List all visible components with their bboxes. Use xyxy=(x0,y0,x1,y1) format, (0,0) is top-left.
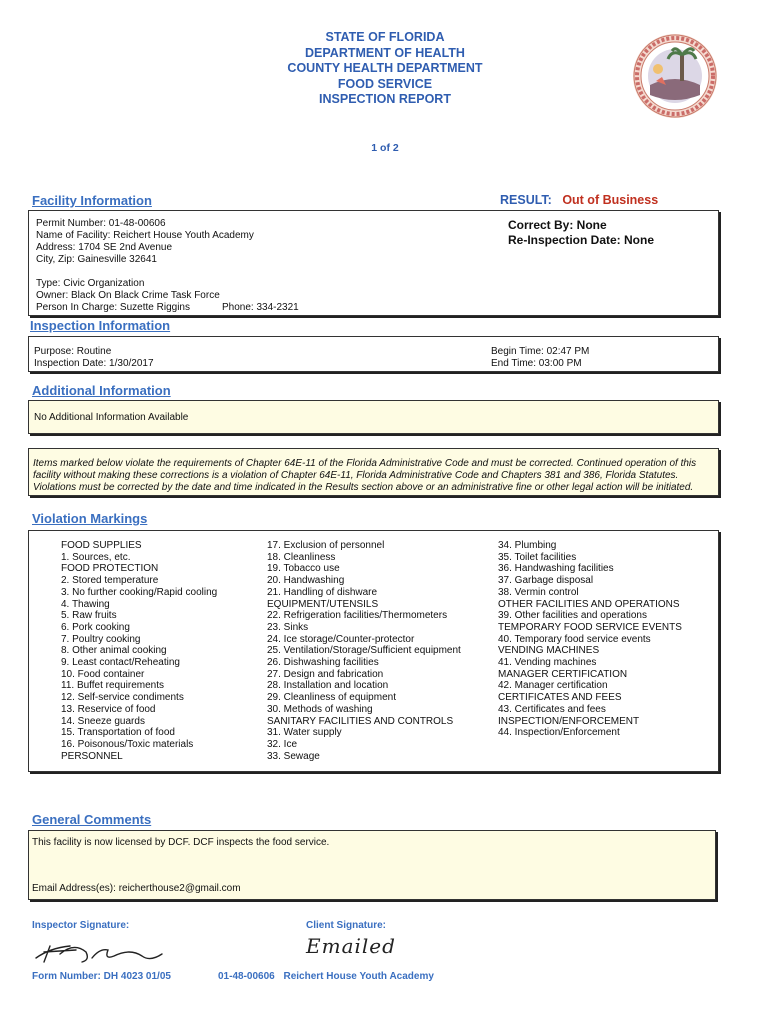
person-in-charge: Person In Charge: Suzette Riggins xyxy=(36,302,190,313)
header-line: STATE OF FLORIDA xyxy=(325,30,445,44)
footer-permit xyxy=(218,971,434,982)
violation-item: 34. Plumbing xyxy=(498,540,557,551)
inspector-signature-label: Inspector Signature: xyxy=(32,920,130,931)
violation-item: 25. Ventilation/Storage/Sufficient equipment xyxy=(267,645,461,657)
violation-item: 7. Poultry cooking xyxy=(61,633,141,645)
violations-col-3 xyxy=(498,540,682,739)
violation-item: 10. Food container xyxy=(61,668,145,680)
facility-section-title: Facility Information xyxy=(32,193,152,208)
header-line: FOOD SERVICE xyxy=(337,76,433,91)
violation-item: 22. Refrigeration facilities/Thermometers xyxy=(267,610,448,622)
violation-item: 37. Garbage disposal xyxy=(498,575,594,587)
violation-item: 20. Handwashing xyxy=(267,575,345,587)
violation-item: 44. Inspection/Enforcement xyxy=(498,727,620,739)
footer-facility-name: Reichert House Youth Academy xyxy=(283,971,434,982)
violation-item: MANAGER CERTIFICATION xyxy=(498,668,628,680)
violation-item: FOOD PROTECTION xyxy=(61,563,159,575)
notice-line: facility without making these corrections is a violation of Chapter 64E-11, Florida Administrative Code and Chapters 381 and 386, Florida Statutes. xyxy=(33,470,679,481)
client-signature: Emailed xyxy=(306,934,396,958)
violation-item: 6. Pork cooking xyxy=(61,621,130,633)
violation-item: PERSONNEL xyxy=(61,750,123,762)
violation-item: 43. Certificates and fees xyxy=(498,703,606,715)
notice-box xyxy=(28,448,719,496)
violation-item: 13. Reservice of food xyxy=(61,703,156,715)
client-signature-label: Client Signature: xyxy=(306,920,387,931)
violation-item: 4. Thawing xyxy=(61,598,110,610)
header-line: INSPECTION REPORT xyxy=(319,92,451,106)
violation-item: 31. Water supply xyxy=(267,727,342,739)
permit-number: Permit Number: 01-48-00606 xyxy=(36,218,166,229)
end-time: End Time: 03:00 PM xyxy=(491,358,582,369)
violation-item: INSPECTION/ENFORCEMENT xyxy=(498,715,640,727)
violation-item: 17. Exclusion of personnel xyxy=(267,540,385,551)
violation-item: CERTIFICATES AND FEES xyxy=(498,692,622,704)
violation-item: 30. Methods of washing xyxy=(267,703,373,715)
result-value: Out of Business xyxy=(562,193,659,207)
violation-item: EQUIPMENT/UTENSILS xyxy=(267,598,379,610)
begin-time: Begin Time: 02:47 PM xyxy=(491,346,590,357)
phone: Phone: 334-2321 xyxy=(222,302,299,313)
form-number: Form Number: DH 4023 01/05 xyxy=(32,971,171,982)
violation-item: 38. Vermin control xyxy=(498,586,579,598)
inspector-signature-image xyxy=(30,934,170,968)
additional-section-title: Additional Information xyxy=(32,383,171,398)
notice-line: Violations must be corrected by the date and time indicated in the Results section above or an administrative fine or other legal action will be initiated. xyxy=(33,482,694,493)
violations-box xyxy=(28,530,719,772)
inspection-date: Inspection Date: 1/30/2017 xyxy=(34,358,154,369)
violation-item: 5. Raw fruits xyxy=(61,610,117,622)
violation-item: 41. Vending machines xyxy=(498,657,597,669)
violation-item: 14. Sneeze guards xyxy=(61,715,145,727)
violation-item: 35. Toilet facilities xyxy=(498,551,577,563)
header-line: DEPARTMENT OF HEALTH xyxy=(305,45,465,60)
correction-info xyxy=(508,218,654,248)
violation-item: 39. Other facilities and operations xyxy=(498,610,647,622)
comments-section-title: General Comments xyxy=(32,812,152,827)
notice-line: Items marked below violate the requirements of Chapter 64E-11 of the Florida Administrative Code and must be corrected. Continued operation of this xyxy=(33,458,697,469)
facility-owner: Owner: Black On Black Crime Task Force xyxy=(36,290,220,301)
violation-item: 29. Cleanliness of equipment xyxy=(267,692,396,704)
violation-item: 1. Sources, etc. xyxy=(61,551,131,563)
correct-by: Correct By: None xyxy=(508,218,607,232)
comments-email: Email Address(es): reicherthouse2@gmail.com xyxy=(32,883,241,894)
inspection-box xyxy=(28,336,719,372)
violation-item: 36. Handwashing facilities xyxy=(498,563,614,575)
violation-item: SANITARY FACILITIES AND CONTROLS xyxy=(267,715,454,727)
violations-col-2 xyxy=(267,540,461,762)
violation-item: 18. Cleanliness xyxy=(267,551,336,563)
page-number: 1 of 2 xyxy=(371,142,399,154)
violation-item: 8. Other animal cooking xyxy=(61,645,167,657)
violation-item: VENDING MACHINES xyxy=(498,645,600,657)
violation-item: 32. Ice xyxy=(267,738,298,750)
facility-name: Name of Facility: Reichert House Youth Academy xyxy=(36,230,254,241)
violation-item: 23. Sinks xyxy=(267,621,309,633)
footer-permit-number: 01-48-00606 xyxy=(218,971,275,982)
violation-item: 33. Sewage xyxy=(267,750,320,762)
violation-item: FOOD SUPPLIES xyxy=(61,540,142,551)
additional-text: No Additional Information Available xyxy=(34,412,189,423)
violation-item: 15. Transportation of food xyxy=(61,727,175,739)
violation-item: TEMPORARY FOOD SERVICE EVENTS xyxy=(498,621,682,633)
violations-section-title: Violation Markings xyxy=(32,511,148,526)
facility-type: Type: Civic Organization xyxy=(36,278,145,289)
violation-item: 2. Stored temperature xyxy=(61,575,159,587)
violation-item: 16. Poisonous/Toxic materials xyxy=(61,738,194,750)
violation-item: OTHER FACILITIES AND OPERATIONS xyxy=(498,598,680,610)
violation-item: 11. Buffet requirements xyxy=(61,680,165,692)
result-label: RESULT: xyxy=(500,193,552,207)
violation-item: 3. No further cooking/Rapid cooling xyxy=(61,586,218,598)
violation-item: 40. Temporary food service events xyxy=(498,633,651,645)
violation-item: 12. Self-service condiments xyxy=(61,692,184,704)
header-line: COUNTY HEALTH DEPARTMENT xyxy=(287,61,483,75)
person-in-charge-row xyxy=(36,302,299,314)
violation-item: 24. Ice storage/Counter-protector xyxy=(267,633,415,645)
comments-text: This facility is now licensed by DCF. DCF inspects the food service. xyxy=(32,837,330,848)
violations-col-1 xyxy=(61,540,217,762)
facility-city: City, Zip: Gainesville 32641 xyxy=(36,254,157,265)
violation-item: 19. Tobacco use xyxy=(267,563,340,575)
inspection-section-title: Inspection Information xyxy=(30,318,171,333)
facility-details xyxy=(36,218,299,314)
violation-item: 27. Design and fabrication xyxy=(267,668,384,680)
facility-box xyxy=(28,210,719,316)
notice-text xyxy=(33,458,696,494)
inspection-left xyxy=(34,346,154,370)
comments-box xyxy=(28,830,716,900)
florida-seal-icon xyxy=(632,33,718,119)
inspection-purpose: Purpose: Routine xyxy=(34,346,112,357)
additional-box xyxy=(28,400,719,434)
facility-address: Address: 1704 SE 2nd Avenue xyxy=(36,242,173,253)
inspection-right xyxy=(491,346,589,370)
violation-item: 26. Dishwashing facilities xyxy=(267,657,379,669)
result-line xyxy=(500,191,658,209)
violation-item: 28. Installation and location xyxy=(267,680,389,692)
violation-item: 21. Handling of dishware xyxy=(267,586,378,598)
violation-item: 9. Least contact/Reheating xyxy=(61,657,180,669)
reinspection-date: Re-Inspection Date: None xyxy=(508,233,655,247)
violation-item: 42. Manager certification xyxy=(498,680,608,692)
